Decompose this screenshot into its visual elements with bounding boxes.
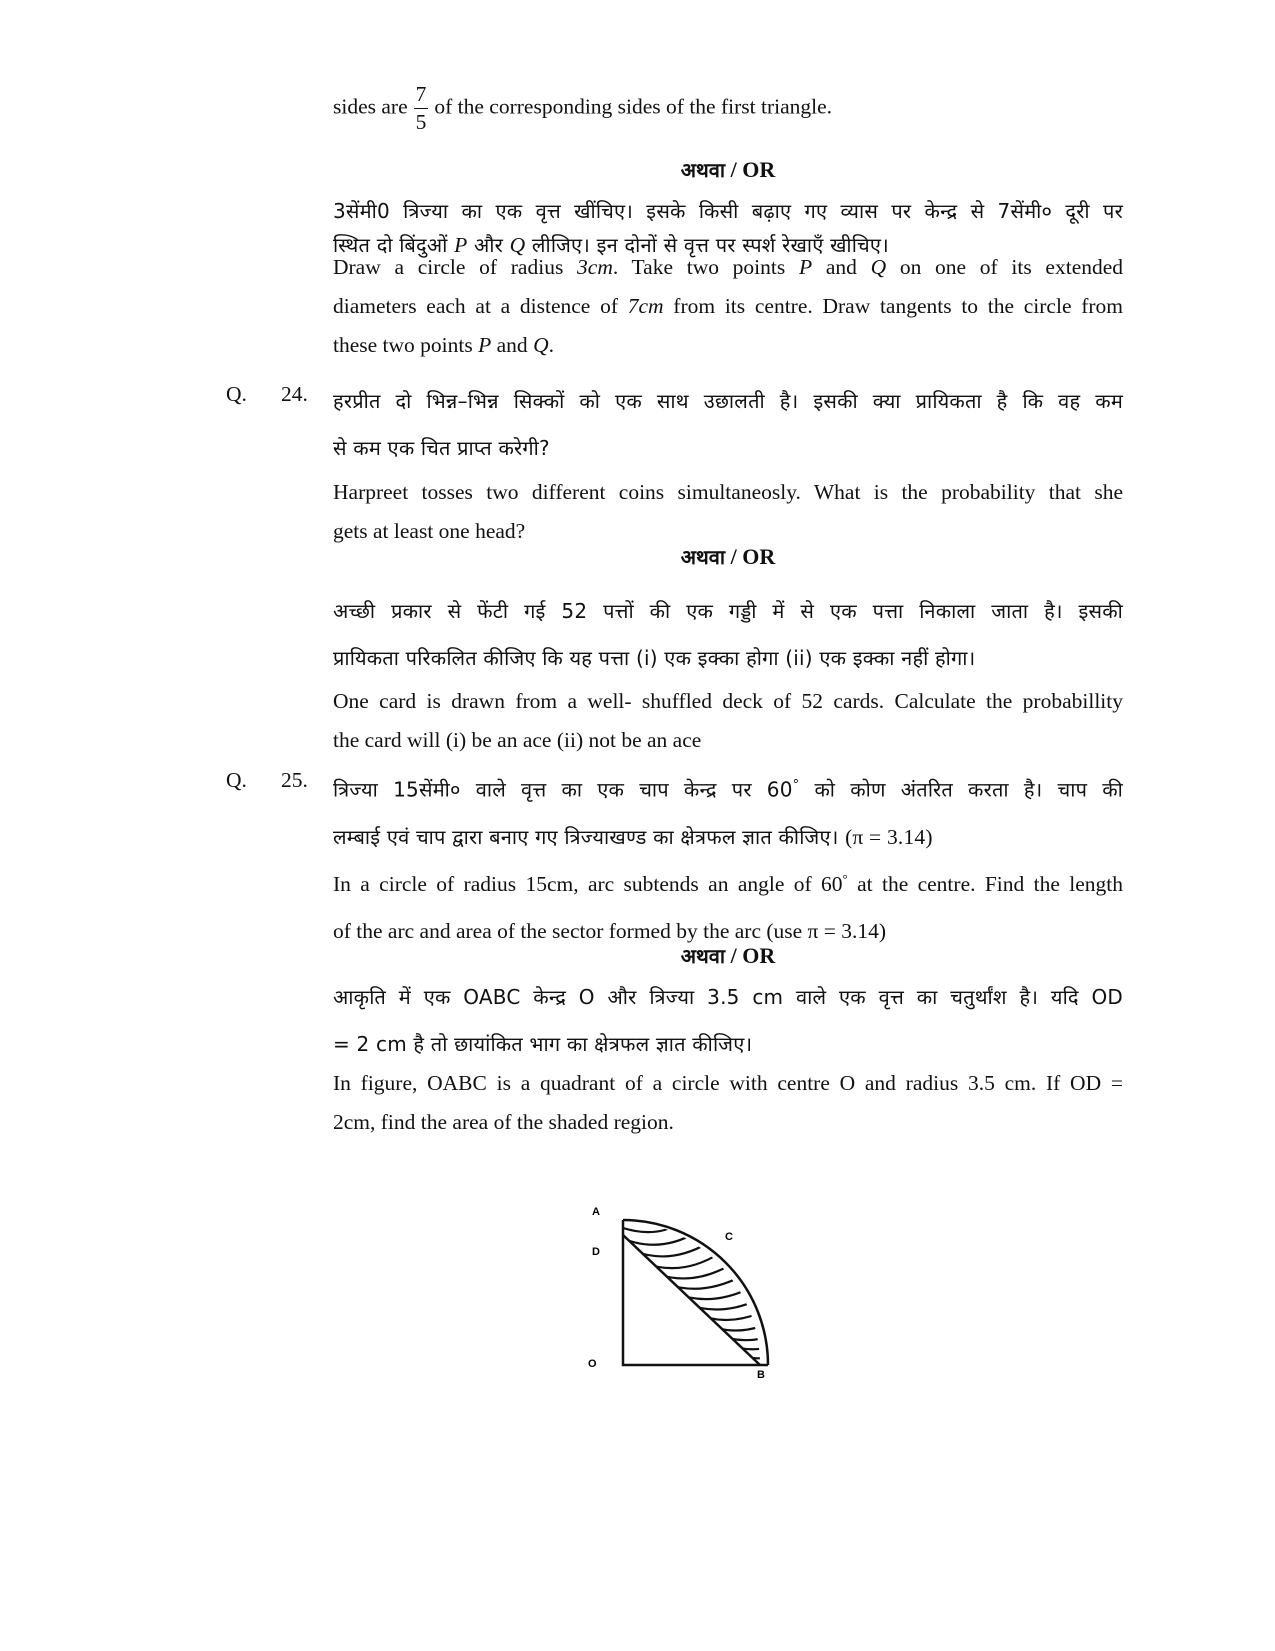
point-p: P <box>798 255 813 279</box>
q23-or-en-line-1 <box>333 248 1123 287</box>
q25-en1-a: In a circle of radius 15cm, arc subtends an angle of 60 <box>333 872 843 897</box>
q25-hindi-line-2 <box>333 814 1123 861</box>
or-separator: / <box>725 157 743 182</box>
or-english: OR <box>742 943 776 968</box>
q24-english <box>333 473 1123 551</box>
or-heading-3 <box>333 942 1123 969</box>
q25-or-hindi <box>333 974 1123 1068</box>
or-english: OR <box>742 544 776 569</box>
label-a: A <box>592 1206 600 1218</box>
or-hindi: अथवा <box>680 158 726 182</box>
q24-or-english-line-1: One card is drawn from a well- shuffled deck of 52 cards. Calculate the probabillity <box>333 689 1123 713</box>
q23-or-en2-b: from its centre. Draw tangents to the circle from <box>673 294 1124 318</box>
q25-hindi-line-1 <box>333 762 1123 814</box>
q24-label: Q. <box>226 382 247 406</box>
q25-or-hindi-line-2: = 2 cm है तो छायांकित भाग का क्षेत्रफल ज्ञात कीजिए। <box>333 1032 753 1056</box>
point-q-2: Q <box>533 333 549 357</box>
or-heading-1 <box>333 156 1123 183</box>
q23-or-english <box>333 248 1123 365</box>
fraction-numerator: 7 <box>414 84 429 109</box>
degree-sign: ° <box>792 778 800 793</box>
or-separator: / <box>725 544 743 569</box>
q24-english-line-1: Harpreet tosses two different coins simultaneosly. What is the probability that she <box>333 480 1123 504</box>
q25-or-english-line-2: 2cm, find the area of the shaded region. <box>333 1110 674 1134</box>
quadrant-figure <box>588 1195 800 1385</box>
label-b: B <box>757 1369 765 1381</box>
q24-or-hindi-line-2: प्रायिकता परिकलित कीजिए कि यह पत्ता (i) एक इक्का होगा (ii) एक इक्का नहीं होगा। <box>333 646 976 670</box>
label-c: C <box>725 1231 733 1243</box>
q23-cont-post: of the corresponding sides of the first triangle. <box>434 94 833 119</box>
fraction-denominator: 5 <box>415 109 427 134</box>
q23-continuation <box>333 84 1123 133</box>
q25-english-line-1 <box>333 855 1123 908</box>
pi-value: (π = 3.14) <box>845 824 933 849</box>
quadrant-arc <box>623 1220 768 1365</box>
shaded-region <box>620 1215 770 1358</box>
q23-or-en1-b: . Take two points <box>612 255 786 279</box>
degree-sign-en: ° <box>842 871 848 886</box>
q23-or-en-line-2 <box>333 287 1123 326</box>
q24-number: 24. <box>281 382 308 406</box>
q25-hi2-a: लम्बाई एवं चाप द्वारा बनाए गए त्रिज्याखण्ड का क्षेत्रफल ज्ञात कीजिए। <box>333 824 839 849</box>
q25-en1-b: at the centre. Find the length <box>857 872 1124 897</box>
q23-or-en1-d: on one of its extended <box>899 255 1124 279</box>
point-p-2: P <box>478 333 492 357</box>
q25-or-english-line-1: In figure, OABC is a quadrant of a circle with centre O and radius 3.5 cm. If OD = <box>333 1071 1123 1095</box>
q25-english-line-2: of the arc and area of the sector formed by the arc (use π = 3.14) <box>333 919 887 944</box>
q24-english-line-2: gets at least one head? <box>333 519 526 543</box>
point-p-label: P <box>454 233 468 257</box>
q25-hindi <box>333 762 1123 861</box>
point-q-label: Q <box>509 233 526 257</box>
label-d: D <box>592 1246 600 1258</box>
q23-or-en1-a: Draw a circle of radius <box>333 255 564 279</box>
q25-hi1-b: को कोण अंतरित करता है। चाप की <box>814 777 1124 802</box>
label-o: O <box>588 1358 597 1370</box>
or-hindi: अथवा <box>680 944 726 968</box>
distance-value: 7cm <box>627 294 664 318</box>
q23-or-hi2-c: लीजिए। इन दोनों से वृत्त पर स्पर्श रेखाएँ खीचिए। <box>531 233 889 257</box>
q23-cont-pre: sides are <box>333 94 408 119</box>
q23-or-hi2-a: स्थित दो बिंदुओं <box>333 233 448 257</box>
radius-value: 3cm <box>577 255 613 279</box>
q25-label: Q. <box>226 768 247 792</box>
q24-hindi-line-1: हरप्रीत दो भिन्न–भिन्न सिक्कों को एक साथ उछालती है। इसकी क्या प्रायिकता है कि वह कम <box>333 389 1123 413</box>
q23-cont-line <box>333 84 1123 133</box>
q23-or-en3-b: and <box>496 333 528 357</box>
q23-or-en3-c: . <box>548 333 554 357</box>
q25-or-english <box>333 1064 1123 1142</box>
q25-hi1-a: त्रिज्या 15सेंमी० वाले वृत्त का एक चाप केन्द्र पर 60 <box>333 777 793 802</box>
q24-hindi-line-2: से कम एक चित प्राप्त करेगी? <box>333 436 550 460</box>
chord-db <box>623 1235 760 1365</box>
q23-or-en-line-3 <box>333 326 1123 365</box>
or-english: OR <box>742 157 776 182</box>
hatch-lines <box>620 1215 770 1358</box>
q23-or-en3-a: these two points <box>333 333 473 357</box>
q23-or-en1-c: and <box>825 255 857 279</box>
or-heading-2 <box>333 543 1123 570</box>
q24-or-hindi-line-1: अच्छी प्रकार से फेंटी गई 52 पत्तों की एक गड्डी में से एक पत्ता निकाला जाता है। इसकी <box>333 599 1123 623</box>
q23-or-hindi-line-1: 3सेंमी0 त्रिज्या का एक वृत्त खींचिए। इसके किसी बढ़ाए गए व्यास पर केन्द्र से 7सेंमी० दूरी पर <box>333 199 1123 223</box>
or-hindi: अथवा <box>680 545 726 569</box>
q24-or-english-line-2: the card will (i) be an ace (ii) not be an ace <box>333 728 702 752</box>
q25-english <box>333 855 1123 955</box>
q23-or-en2-a: diameters each at a distence of <box>333 294 618 318</box>
q24-hindi <box>333 378 1123 472</box>
quadrant-radii <box>623 1220 768 1365</box>
q23-or-hi2-b: और <box>473 233 504 257</box>
point-q: Q <box>870 255 887 279</box>
q25-number: 25. <box>281 768 308 792</box>
fraction-seven-fifths <box>414 84 429 133</box>
or-separator: / <box>725 943 743 968</box>
q24-or-hindi <box>333 588 1123 682</box>
q25-or-hindi-line-1: आकृति में एक OABC केन्द्र O और त्रिज्या 3.5 cm वाले एक वृत्त का चतुर्थांश है। यदि OD <box>333 985 1123 1009</box>
q24-or-english <box>333 682 1123 760</box>
